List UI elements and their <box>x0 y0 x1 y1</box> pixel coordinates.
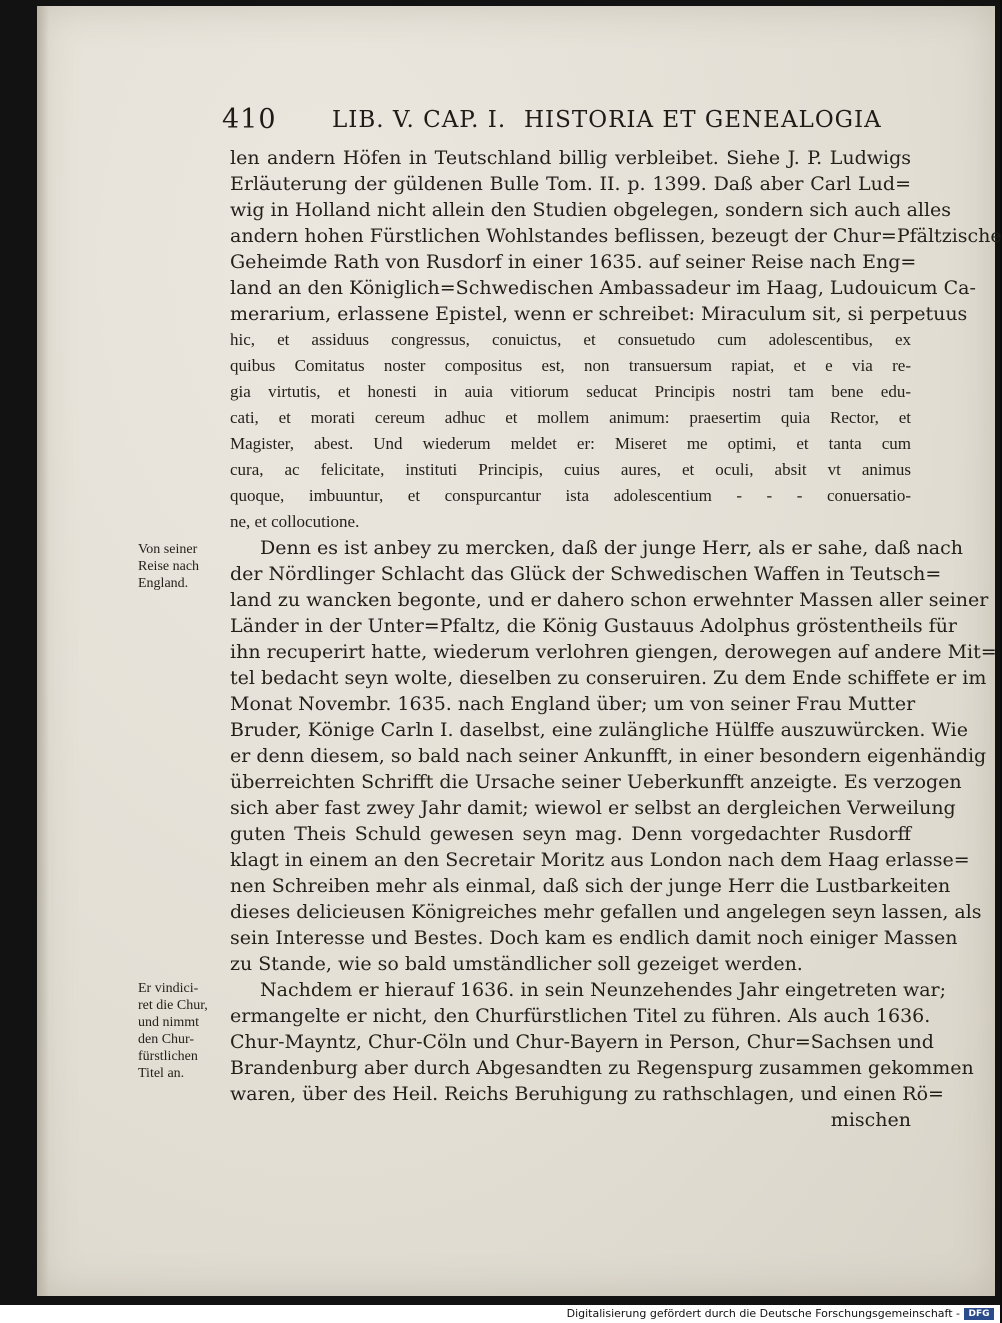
text-line: der Nördlinger Schlacht das Glück der Schwedischen Waffen in Teutsch= <box>230 563 942 585</box>
running-head <box>222 104 882 144</box>
text-line: ermangelte er nicht, den Churfürstlichen Titel zu führen. Als auch 1636. <box>230 1005 931 1027</box>
text-line: Länder in der Unter=Pfaltz, die König Gustauus Adolphus gröstentheils für <box>230 615 958 637</box>
text-line: dieses delicieusen Königreiches mehr gefallen und angelegen seyn lassen, als <box>230 901 982 923</box>
text-line: sich aber fast zwey Jahr damit; wiewol er selbst an dergleichen Verweilung <box>230 797 956 819</box>
text-line: hic, et assiduus congressus, conuictus, et consuetudo cum adolescentibus, ex <box>230 330 911 349</box>
footer-bar <box>0 1305 1000 1323</box>
margin-note-line: Von seiner <box>138 542 198 557</box>
running-title: HISTORIA ET GENEALOGIA <box>524 107 882 133</box>
dfg-logo[interactable]: DFG <box>964 1308 994 1320</box>
margin-note-line: den Chur- <box>138 1032 195 1047</box>
text-line: merarium, erlassene Epistel, wenn er schreibet: Miraculum sit, si perpetuus <box>230 303 968 325</box>
text-line: klagt in einem an den Secretair Moritz aus London nach dem Haag erlasse= <box>230 849 970 871</box>
text-line: zu Stande, wie so bald umständlicher soll gezeiget werden. <box>230 953 803 975</box>
margin-note-line: Er vindici- <box>138 981 199 996</box>
text-line: land an den Königlich=Schwedischen Ambassadeur im Haag, Ludouicum Ca- <box>230 277 976 299</box>
text-line: guten Theis Schuld gewesen seyn mag. Denn vorgedachter Rusdorff <box>230 823 911 845</box>
page-gutter-shadow <box>37 6 49 1296</box>
catchword: mischen <box>830 1109 911 1131</box>
text-line: cura, ac felicitate, instituti Principis, cuius aures, et oculi, absit vt animus <box>230 460 911 479</box>
text-line: nen Schreiben mehr als einmal, daß sich der junge Herr die Lustbarkeiten <box>230 875 951 897</box>
text-line: wig in Holland nicht allein den Studien obgelegen, sondern sich auch alles <box>230 199 952 221</box>
margin-note-line: Reise nach <box>138 559 200 574</box>
text-line: Denn es ist anbey zu mercken, daß der junge Herr, als er sahe, daß nach <box>260 537 964 559</box>
text-line: Chur-Mayntz, Chur-Cöln und Chur-Bayern in Person, Chur=Sachsen und <box>230 1031 934 1053</box>
text-line: cati, et morati cereum adhuc et mollem animum: praesertim quia Rector, et <box>230 408 911 427</box>
text-line: Geheimde Rath von Rusdorf in einer 1635. auf seiner Reise nach Eng= <box>230 251 917 273</box>
text-line: len andern Höfen in Teutschland billig verbleibet. Siehe J. P. Ludwigs <box>230 147 911 169</box>
text-line: Brandenburg aber durch Abgesandten zu Regenspurg zusammen gekommen <box>230 1057 974 1079</box>
text-line: land zu wancken begonte, und er dahero schon erwehnter Massen aller seiner <box>230 589 989 611</box>
margin-note-line: England. <box>138 576 189 591</box>
margin-note-line: Titel an. <box>138 1066 185 1081</box>
text-line: ne, et collocutione. <box>230 512 360 531</box>
text-line: quoque, imbuuntur, et conspurcantur ista adolescentium - - - conuersatio- <box>230 486 911 505</box>
margin-note-line: ret die Chur, <box>138 998 208 1013</box>
text-line: Monat Novembr. 1635. nach England über; um von seiner Frau Mutter <box>230 693 916 715</box>
text-line: Magister, abest. Und wiederum meldet er: Miseret me optimi, et tanta cum <box>230 434 911 453</box>
text-line: andern hohen Fürstlichen Wohlstandes beflissen, bezeugt der Chur=Pfältzische <box>230 225 1002 247</box>
margin-note-journey <box>138 541 230 592</box>
text-line: er denn diesem, so bald nach seiner Ankunfft, in einer besondern eigenhändig <box>230 745 987 767</box>
text-line: tel bedacht seyn wolte, dieselben zu conseruiren. Zu dem Ende schiffete er im <box>230 667 987 689</box>
text-line: waren, über des Heil. Reichs Beruhigung zu rathschlagen, und einen Rö= <box>230 1083 944 1105</box>
margin-note-line: fürstlichen <box>138 1049 198 1064</box>
margin-note-line: und nimmt <box>138 1015 200 1030</box>
text-line: ihn recuperirt hatte, wiederum verlohren giengen, derowegen auf andere Mit= <box>230 641 997 663</box>
funding-credit: Digitalisierung gefördert durch die Deutsche Forschungsgemeinschaft - <box>566 1307 960 1320</box>
body-text <box>230 145 1002 1133</box>
text-line: überreichten Schrifft die Ursache seiner Ueberkunfft anzeigte. Es verzogen <box>230 771 962 793</box>
text-line: Erläuterung der güldenen Bulle Tom. II. p. 1399. Daß aber Carl Lud= <box>230 173 911 195</box>
text-line: gia virtutis, et honesti in auia vitiorum seducat Principis nostri tam bene edu- <box>230 382 911 401</box>
text-line: quibus Comitatus noster compositus est, non transuersum rapiat, et e via re- <box>230 356 911 375</box>
page-number: 410 <box>222 104 277 135</box>
margin-note-electoral-title <box>138 980 230 1082</box>
text-line: Bruder, Könige Carln I. daselbst, eine zulängliche Hülffe auszuwürcken. Wie <box>230 719 968 741</box>
section-reference: LIB. V. CAP. I. <box>332 107 507 133</box>
text-line: Nachdem er hierauf 1636. in sein Neunzehendes Jahr eingetreten war; <box>260 979 947 1001</box>
text-line: sein Interesse und Bestes. Doch kam es endlich damit noch einiger Massen <box>230 927 958 949</box>
